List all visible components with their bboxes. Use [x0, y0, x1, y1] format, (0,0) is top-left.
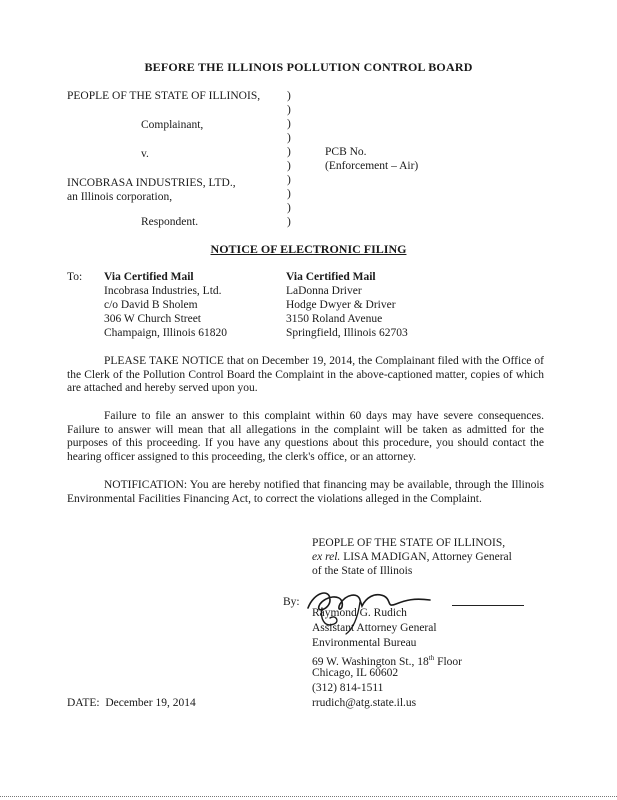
signer-title: Assistant Attorney General	[312, 622, 437, 634]
attorney-general: LISA MADIGAN, Attorney General	[343, 551, 512, 563]
recipient-right-line: Springfield, Illinois 62703	[286, 327, 408, 339]
signature-party: PEOPLE OF THE STATE OF ILLINOIS,	[312, 537, 506, 549]
signature-line	[452, 605, 524, 606]
enforcement-type: (Enforcement – Air)	[325, 160, 419, 172]
caption-paren: )	[287, 202, 291, 214]
caption-paren: )	[287, 188, 291, 200]
pcb-number: PCB No.	[325, 146, 367, 158]
caption-paren: )	[287, 118, 291, 130]
caption-paren: )	[287, 132, 291, 144]
date-line: DATE: December 19, 2014	[67, 697, 196, 709]
signer-name: Raymond G. Rudich	[312, 607, 407, 619]
ex-rel-label: ex rel.	[312, 551, 341, 563]
recipient-right-line: LaDonna Driver	[286, 285, 362, 297]
caption-paren: )	[287, 90, 291, 102]
notice-paragraph	[67, 355, 544, 396]
floor-suffix: Floor	[434, 655, 463, 668]
caption-respondent-desc: an Illinois corporation,	[67, 191, 173, 203]
recipient-left-line: Champaign, Illinois 61820	[104, 327, 227, 339]
caption-paren: )	[287, 216, 291, 228]
recipient-left-line: c/o David B Sholem	[104, 299, 198, 311]
caption-paren: )	[287, 104, 291, 116]
to-label: To:	[67, 271, 83, 283]
caption-paren: )	[287, 174, 291, 186]
notification-text: NOTIFICATION: You are hereby notified that financing may be available, through the Illinois Environmental Facilities Financing Act, to correct the violations alleged in the Complaint.	[67, 479, 544, 505]
answer-warning-text: Failure to file an answer to this complaint within 60 days may have severe consequences. Failure to answer will mean that all allegations in the complaint will be taken as admitted for the purposes of this proceeding. If you have any questions about this procedure, you should contact the hearing officer assigned to this proceeding, the clerk's office, or an attorney.	[67, 410, 544, 463]
recipient-left-method: Via Certified Mail	[104, 271, 194, 283]
caption-paren: )	[287, 160, 291, 172]
caption-respondent-role: Respondent.	[141, 216, 199, 228]
caption-paren: )	[287, 146, 291, 158]
page-title: BEFORE THE ILLINOIS POLLUTION CONTROL BOARD	[144, 60, 473, 74]
recipient-right-line: Hodge Dwyer & Driver	[286, 299, 396, 311]
notice-title: NOTICE OF ELECTRONIC FILING	[210, 242, 407, 256]
signature-ex-rel-line	[312, 551, 512, 564]
caption-complainant-party: PEOPLE OF THE STATE OF ILLINOIS,	[67, 90, 261, 102]
floor-superscript: th	[428, 654, 435, 662]
recipient-right-line: 3150 Roland Avenue	[286, 313, 383, 325]
signer-email: rrudich@atg.state.il.us	[312, 697, 417, 709]
by-label: By:	[283, 596, 300, 608]
signature-of-state: of the State of Illinois	[312, 565, 413, 577]
recipient-right-method: Via Certified Mail	[286, 271, 376, 283]
answer-warning-paragraph	[67, 410, 544, 464]
caption-versus: v.	[141, 148, 149, 160]
caption-respondent-party: INCOBRASA INDUSTRIES, LTD.,	[67, 177, 236, 189]
notice-paragraph-text: PLEASE TAKE NOTICE that on December 19, 2014, the Complainant filed with the Office of the Clerk of the Pollution Control Board the Complaint in the above-captioned matter, copies of which are attached and hereby served upon you.	[67, 355, 544, 394]
caption-complainant-role: Complainant,	[141, 119, 204, 131]
recipient-left-line: Incobrasa Industries, Ltd.	[104, 285, 222, 297]
signer-bureau: Environmental Bureau	[312, 637, 417, 649]
scan-edge	[0, 796, 617, 797]
recipient-left-line: 306 W Church Street	[104, 313, 201, 325]
signer-street-text: 69 W. Washington St., 18	[312, 655, 429, 668]
notification-paragraph	[67, 479, 544, 506]
signer-phone: (312) 814-1511	[312, 682, 384, 694]
signer-city: Chicago, IL 60602	[312, 667, 399, 679]
